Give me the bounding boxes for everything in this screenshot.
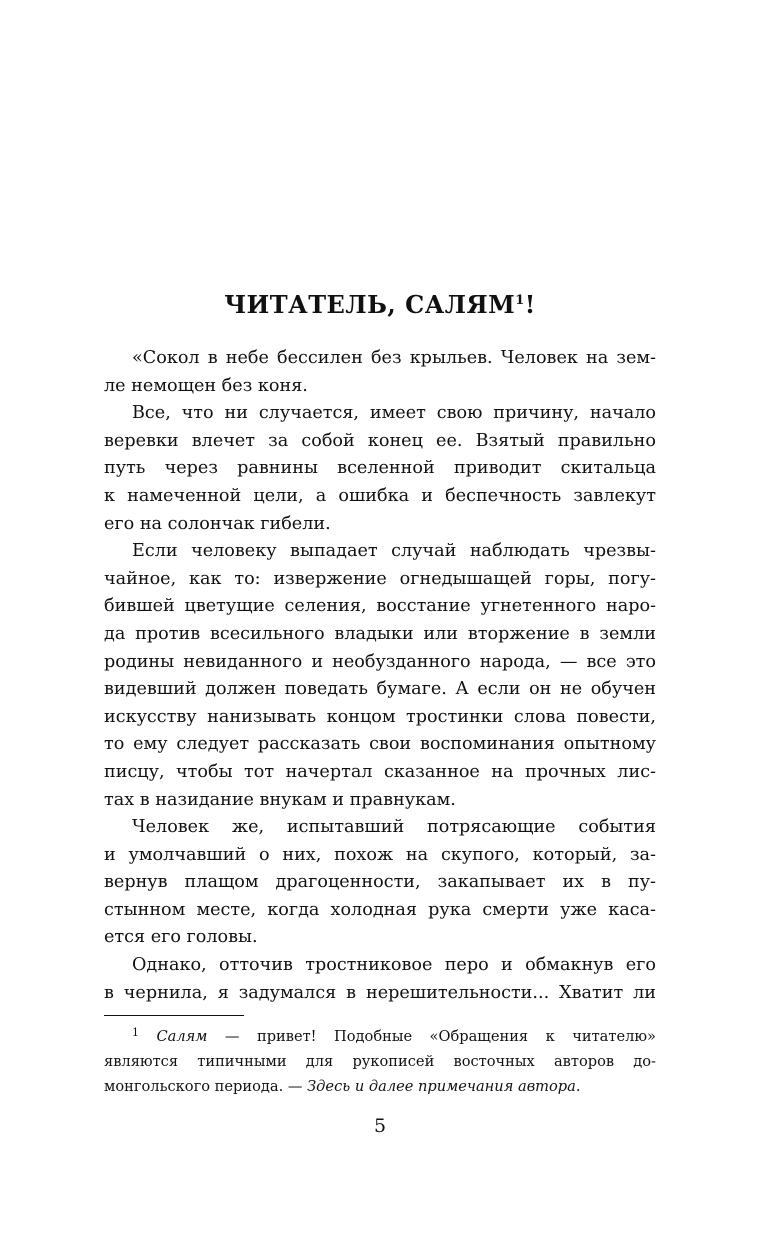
text-line: бившей цветущие селения, восстание угнетенного наро- [104, 596, 656, 617]
text-line: видевший должен поведать бумаге. А если он не обучен [104, 679, 656, 700]
text-line: вернув плащом драгоценности, закапывает их в пу- [104, 872, 656, 893]
text-line: путь через равнины вселенной приводит скитальца [104, 458, 656, 479]
text-line: в чернила, я задумался в нерешительности... Хватит ли [104, 982, 656, 1003]
text-line: Все, что ни случается, имеет свою причину, начало [132, 403, 656, 424]
text-line: стынном месте, когда холодная рука смерти уже каса- [104, 899, 656, 920]
text-line: Однако, отточив тростниковое перо и обмакнув его [132, 955, 656, 976]
footnote-line [104, 1024, 656, 1049]
footnote-line [104, 1074, 656, 1099]
footnote-number: 1 [132, 1026, 139, 1039]
footnote-text: монгольского периода. — [104, 1078, 308, 1095]
footnote-attribution: Здесь и далее примечания автора. [307, 1078, 581, 1095]
body-text [104, 345, 656, 1007]
text-line: да против всесильного владыки или вторжение в земли [104, 623, 656, 644]
text-line: веревки влечет за собой конец ее. Взятый правильно [104, 430, 656, 451]
footnote-reference: 1 [515, 293, 525, 308]
text-line: Если человеку выпадает случай наблюдать чрезвы- [132, 541, 656, 562]
footnote-term: Салям [156, 1028, 208, 1045]
footnote-line: являются типичными для рукописей восточных авторов до- [104, 1053, 656, 1070]
chapter-title-text: ЧИТАТЕЛЬ, САЛЯМ [224, 290, 516, 319]
page-number: 5 [373, 1115, 387, 1137]
text-line: Человек же, испытавший потрясающие события [132, 817, 656, 838]
footnote-text: — привет! Подобные «Обращения к читателю» [207, 1028, 656, 1045]
text-line: «Сокол в небе бессилен без крыльев. Человек на зем- [132, 348, 656, 368]
text-line: искусству нанизывать концом тростинки слова повести, [104, 706, 656, 727]
chapter-title [104, 289, 656, 321]
chapter-title-end: ! [524, 290, 536, 319]
text-line: к намеченной цели, а ошибка и беспечность завлекут [104, 485, 656, 506]
text-line: и умолчавший о них, похож на скупого, который, за- [104, 844, 656, 865]
footnote [104, 1024, 656, 1099]
text-line: тах в назидание внукам и правнукам. [104, 789, 456, 810]
text-line: писцу, чтобы тот начертал сказанное на прочных лис- [104, 761, 656, 782]
text-line: ется его головы. [104, 927, 258, 948]
footnote-divider [104, 1015, 244, 1016]
text-line: его на солончак гибели. [104, 513, 331, 534]
text-line: ле немощен без коня. [104, 375, 308, 396]
text-line: родины невиданного и необузданного народа, — все это [104, 651, 656, 672]
book-page [104, 0, 656, 1241]
text-line: то ему следует рассказать свои воспоминания опытному [104, 734, 656, 755]
text-line: чайное, как то: извержение огнедышащей горы, погу- [104, 568, 656, 589]
